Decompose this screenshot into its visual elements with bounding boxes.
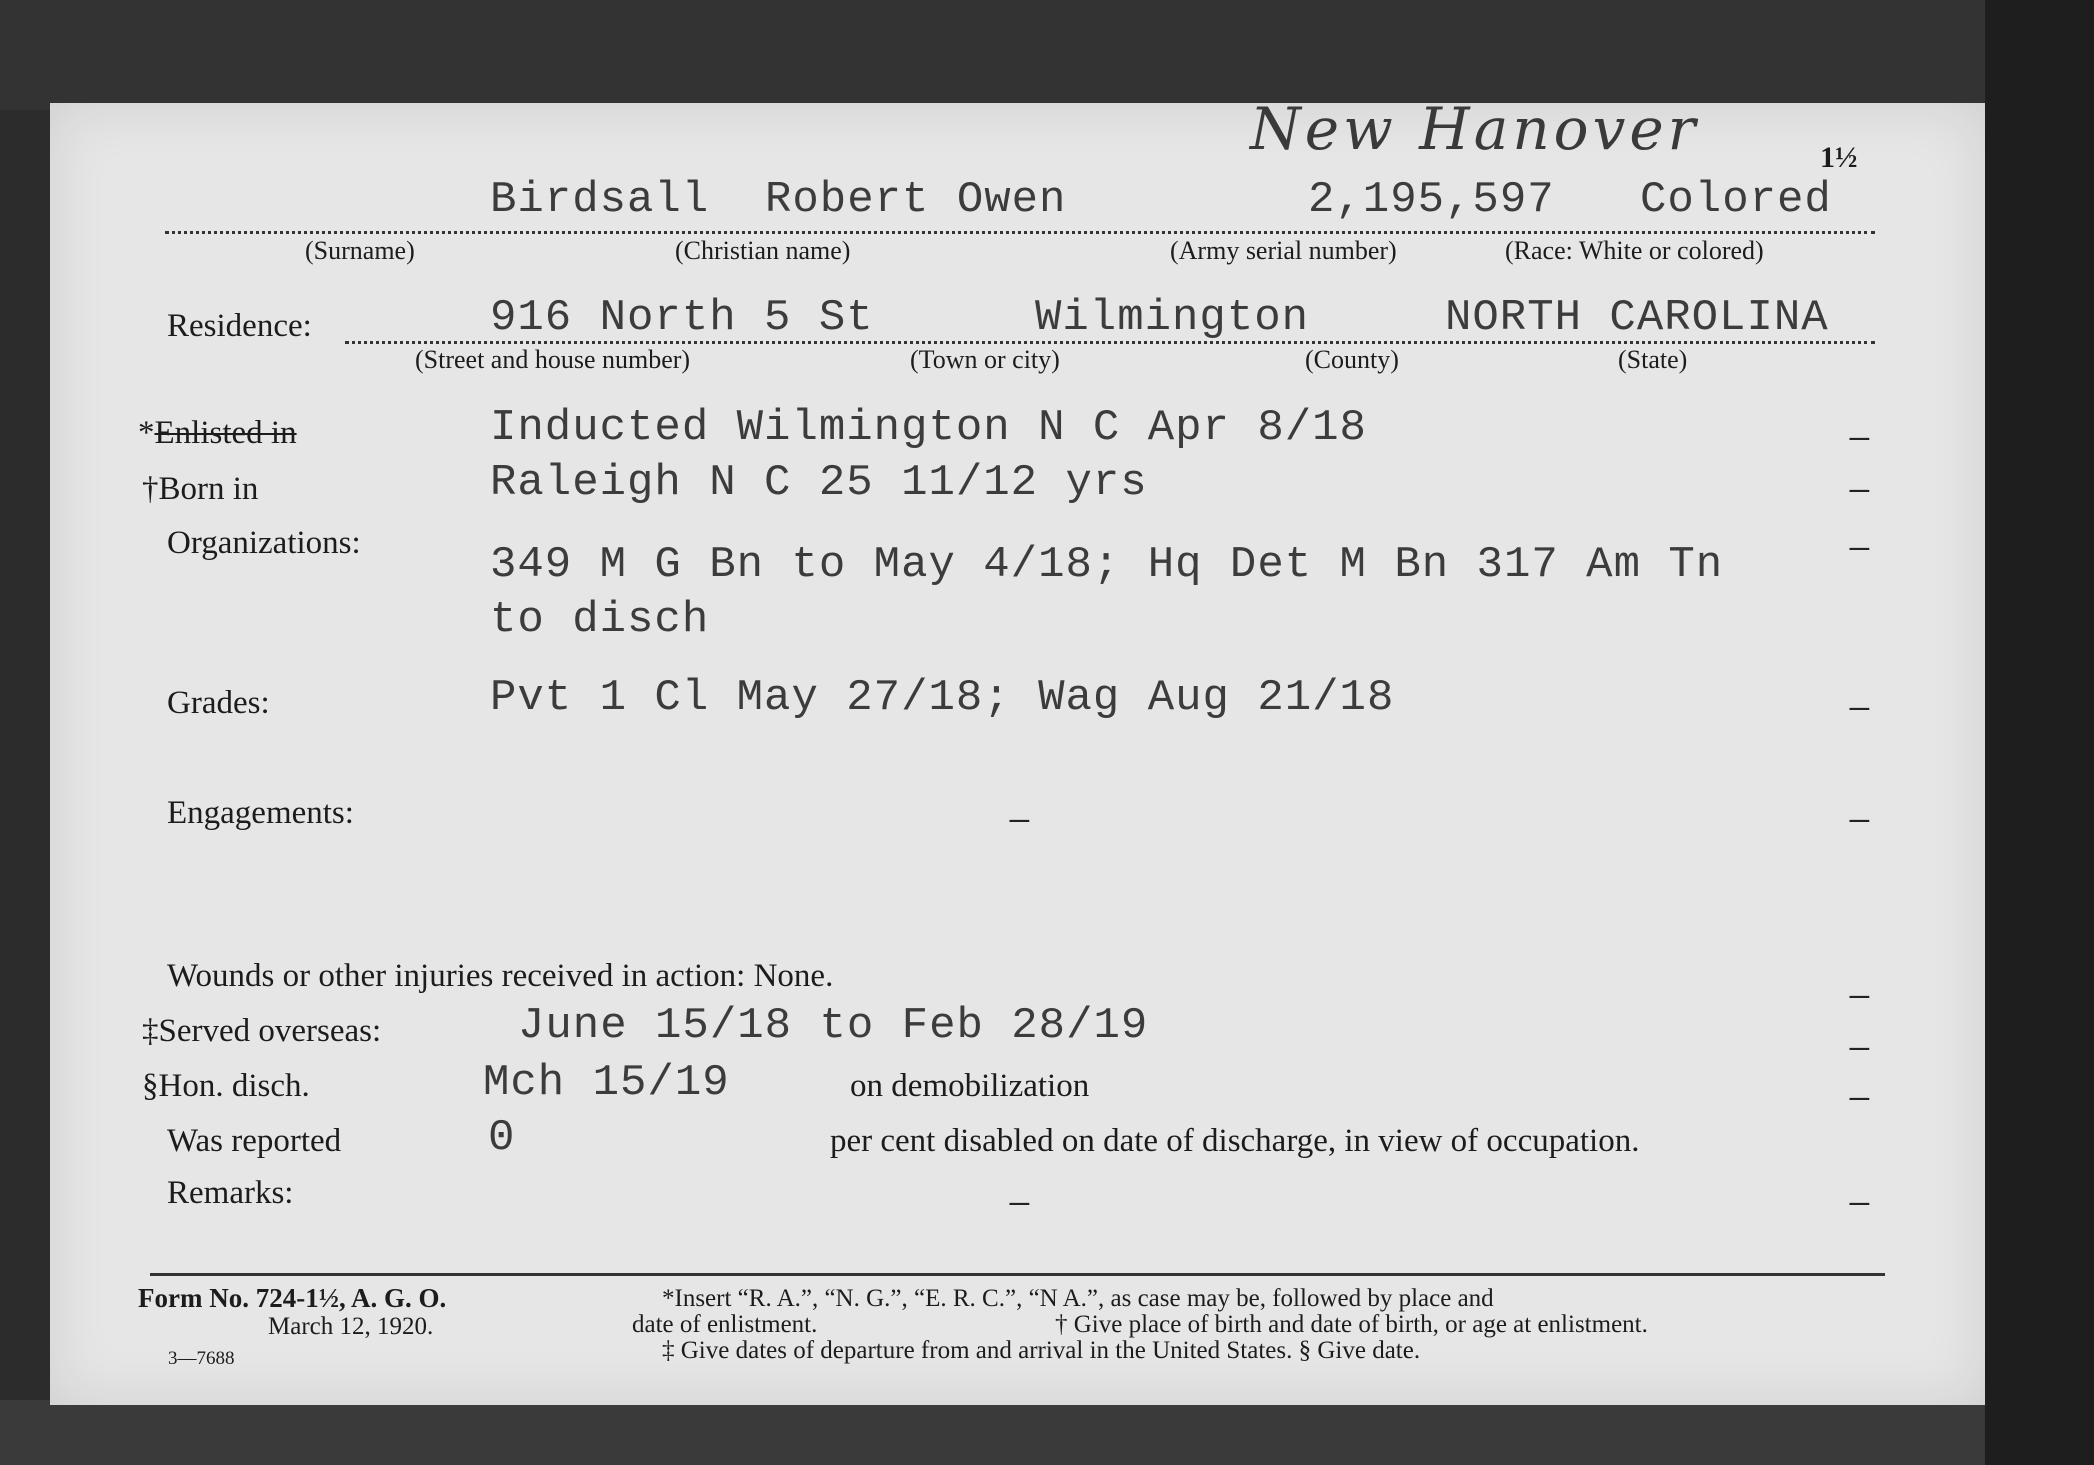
service-record-card <box>50 95 1985 1405</box>
overseas-row <box>142 1013 381 1050</box>
double-dagger-mark: ‡ <box>142 1013 159 1049</box>
surname-value: Birdsall <box>490 175 710 225</box>
street-value: 916 North 5 St <box>490 293 874 343</box>
christian-name-caption: (Christian name) <box>675 236 851 265</box>
wounds-row <box>167 958 833 995</box>
christian-name-value: Robert Owen <box>765 175 1067 225</box>
discharge-value: Mch 15/19 <box>483 1058 730 1108</box>
overseas-value: June 15/18 to Feb 28/19 <box>518 1001 1149 1051</box>
margin-dash: _ <box>1850 785 1869 823</box>
margin-dash: _ <box>1850 961 1869 999</box>
surname-caption: (Surname) <box>305 236 415 265</box>
organizations-line-1: 349 M G Bn to May 4/18; Hq Det M Bn 317 Am Tn <box>490 540 1724 590</box>
residence-dotted-line <box>345 341 1875 344</box>
margin-dash: _ <box>1850 1168 1869 1206</box>
margin-dash: _ <box>1850 403 1869 441</box>
form-number: Form No. 724-1½, A. G. O. <box>138 1283 447 1313</box>
footnote-enlistment: *Insert “R. A.”, “N. G.”, “E. R. C.”, “N A.”, as case may be, followed by place and <box>662 1285 1494 1312</box>
footnote-enlistment-cont: date of enlistment. <box>632 1311 818 1338</box>
county-caption: (County) <box>1305 345 1399 374</box>
header-dotted-line <box>165 231 1875 234</box>
margin-dash: _ <box>1850 455 1869 493</box>
reported-value: 0 <box>488 1113 516 1163</box>
enlisted-value: Inducted Wilmington N C Apr 8/18 <box>490 403 1367 453</box>
enlisted-label: Enlisted in <box>154 415 297 451</box>
state-caption: (State) <box>1618 345 1688 374</box>
born-row <box>142 471 258 508</box>
discharge-label: Hon. disch. <box>158 1068 310 1104</box>
serial-caption: (Army serial number) <box>1170 236 1397 265</box>
footnote-overseas: ‡ Give dates of departure from and arrival in the United States. § Give date. <box>662 1337 1421 1364</box>
grades-value: Pvt 1 Cl May 27/18; Wag Aug 21/18 <box>490 673 1395 723</box>
grades-label: Grades: <box>167 685 270 721</box>
city-caption: (Town or city) <box>910 345 1060 374</box>
remarks-value: _ <box>1010 1168 1029 1206</box>
reported-label: Was reported <box>167 1123 342 1159</box>
print-code: 3—7688 <box>168 1348 235 1369</box>
enlisted-row <box>138 415 297 452</box>
discharge-reason: on demobilization <box>850 1068 1090 1104</box>
margin-dash: _ <box>1850 513 1869 551</box>
residence-label: Residence: <box>167 308 312 344</box>
serial-number-value: 2,195,597 <box>1308 175 1555 225</box>
asterisk-mark: * <box>138 415 155 451</box>
margin-dash: _ <box>1850 1013 1869 1051</box>
engagements-label: Engagements: <box>167 795 354 831</box>
street-caption: (Street and house number) <box>415 345 691 374</box>
race-value: Colored <box>1640 175 1832 225</box>
dagger-mark: † <box>142 471 159 507</box>
scanner-background-bottom <box>0 1400 2094 1465</box>
fraction-mark: 1½ <box>1820 141 1858 174</box>
city-value: Wilmington <box>1035 293 1310 343</box>
footer-rule <box>150 1273 1885 1276</box>
discharge-row <box>142 1068 310 1105</box>
state-value: NORTH CAROLINA <box>1445 293 1829 343</box>
scanner-background-top <box>0 0 2094 110</box>
wounds-label: Wounds or other injuries received in action: <box>167 958 746 994</box>
reported-text: per cent disabled on date of discharge, in view of occupation. <box>830 1123 1640 1159</box>
section-mark: § <box>142 1068 159 1104</box>
organizations-line-2: to disch <box>490 595 710 645</box>
engagements-value: _ <box>1010 785 1029 823</box>
wounds-value: None. <box>753 958 834 994</box>
margin-dash: _ <box>1850 673 1869 711</box>
margin-dash: _ <box>1850 1063 1869 1101</box>
form-date: March 12, 1920. <box>268 1313 434 1340</box>
race-caption: (Race: White or colored) <box>1505 236 1764 265</box>
born-value: Raleigh N C 25 11/12 yrs <box>490 458 1148 508</box>
handwritten-county: New Hanover <box>1250 95 1700 163</box>
overseas-label: Served overseas: <box>158 1013 382 1049</box>
organizations-label: Organizations: <box>167 525 361 561</box>
footnote-birth: † Give place of birth and date of birth, or age at enlistment. <box>1055 1311 1648 1338</box>
remarks-label: Remarks: <box>167 1175 294 1211</box>
scanner-background-right <box>1985 0 2094 1465</box>
born-label: Born in <box>158 471 259 507</box>
